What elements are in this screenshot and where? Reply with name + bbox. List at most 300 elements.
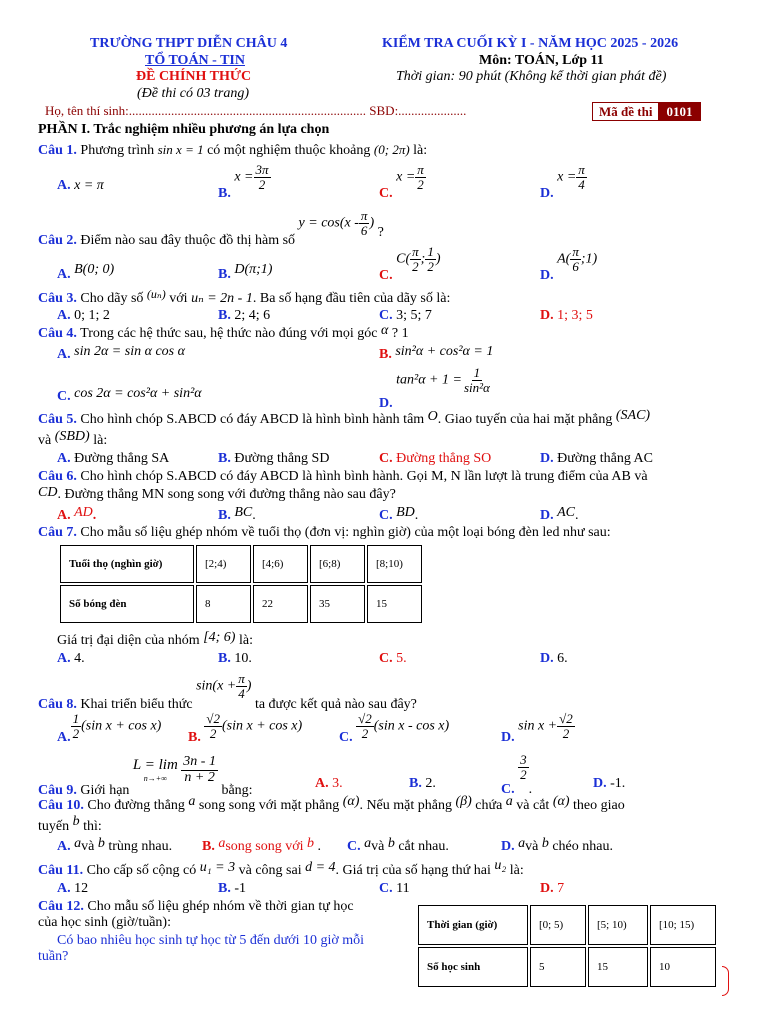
- option-label: D.: [540, 881, 554, 896]
- expression: sin(x +: [196, 678, 237, 694]
- option-value: ): [435, 251, 441, 267]
- table-header: Số bóng đèn: [60, 585, 194, 623]
- question-number: Câu 8.: [38, 697, 77, 713]
- variable: b: [97, 836, 105, 851]
- q5-option-d: [540, 451, 653, 467]
- q6-option-c: [379, 505, 419, 524]
- q10-option-d: [501, 836, 613, 855]
- question-text: là:: [413, 143, 428, 158]
- option-value: ;: [420, 251, 426, 267]
- question-8: [38, 671, 417, 713]
- denominator: 2: [520, 766, 527, 782]
- expression: ): [246, 678, 252, 694]
- question-text: ?: [377, 225, 384, 241]
- table-header: Số học sinh: [418, 947, 528, 987]
- option-value: 2.: [425, 776, 436, 791]
- q8-option-d: [501, 711, 575, 746]
- numerator: √2: [358, 711, 372, 726]
- question-text: Cho mẫu số liệu ghép nhóm về tuổi thọ (đơn vị: nghìn giờ) của một loại bóng đèn led như sau:: [80, 525, 611, 540]
- denominator: 2: [361, 725, 369, 741]
- table-cell: 10: [650, 947, 716, 987]
- question-text: thì:: [83, 819, 102, 834]
- option-value: (sin x - cos x): [373, 718, 450, 734]
- exam-title: KIỂM TRA CUỐI KỲ I - NĂM HỌC 2025 - 2026: [382, 36, 679, 51]
- option-label: A.: [57, 451, 71, 466]
- option-value: 4.: [74, 651, 85, 666]
- q7-option-d: [540, 651, 568, 667]
- numerator: π: [572, 244, 579, 259]
- variable: a: [218, 836, 226, 851]
- table-cell: 22: [253, 585, 308, 623]
- option-label: A.: [57, 178, 71, 193]
- q10-option-b: [202, 836, 322, 855]
- option-value: song song với: [225, 839, 304, 854]
- option-value: Đường thẳng SD: [234, 451, 330, 466]
- option-label: C.: [379, 186, 393, 202]
- option-label: B.: [409, 776, 422, 791]
- question-2: [38, 208, 384, 249]
- bracket-mark: [722, 966, 729, 996]
- question-number: Câu 6.: [38, 469, 77, 484]
- option-label: A.: [57, 881, 71, 896]
- question-4: [38, 323, 409, 342]
- table-cell: [2;4): [196, 545, 251, 583]
- option-value: AD: [74, 505, 93, 520]
- option-value: B(0; 0): [74, 262, 115, 277]
- question-12-prompt-line-2: tuần?: [38, 949, 69, 964]
- option-label: D.: [501, 839, 515, 854]
- option-label: A.: [57, 308, 71, 323]
- denominator: 2: [417, 176, 424, 192]
- question-text: song song với mặt phẳng: [198, 798, 340, 813]
- option-value: sin x +: [518, 718, 558, 734]
- q9-option-d: [593, 776, 625, 792]
- option-label: D.: [540, 451, 554, 466]
- q4-option-c: [57, 386, 202, 402]
- option-label: A.: [57, 651, 71, 666]
- exam-code-label: Mã đề thi: [599, 104, 653, 119]
- question-7-prompt: [57, 630, 253, 649]
- numerator: 3n - 1: [183, 754, 216, 769]
- angle: α: [381, 323, 389, 338]
- table-cell: [8;10): [367, 545, 422, 583]
- plane: (α): [552, 794, 570, 809]
- denominator: 4: [238, 685, 245, 701]
- question-9: [38, 754, 253, 799]
- option-label: B.: [202, 839, 215, 854]
- option-value: (sin x + cos x): [81, 718, 162, 734]
- function: ): [369, 215, 375, 231]
- option-value: và: [81, 839, 95, 854]
- first-term: u₁ = 3: [199, 860, 236, 875]
- numerator: π: [238, 671, 245, 686]
- equation: sin x = 1: [157, 142, 204, 157]
- study-time-table: [416, 903, 718, 989]
- question-text: Trong các hệ thức sau, hệ thức nào đúng với mọi góc: [80, 326, 378, 341]
- question-number: Câu 1.: [38, 143, 77, 158]
- question-number: Câu 3.: [38, 291, 77, 306]
- q8-option-c: [339, 711, 450, 746]
- option-value: tan²α + 1 =: [396, 372, 462, 388]
- page-count: (Đề thi có 03 trang): [137, 86, 249, 101]
- numerator: π: [412, 244, 419, 259]
- question-text: với: [169, 291, 188, 306]
- question-text: chứa: [475, 798, 503, 813]
- option-value: 5.: [396, 651, 407, 666]
- option-label: B.: [188, 730, 201, 746]
- q5-option-a: [57, 451, 169, 467]
- question-text: có một nghiệm thuộc khoảng: [207, 143, 371, 158]
- question-12-line-2: của học sinh (giờ/tuần):: [38, 915, 171, 930]
- question-1: [38, 142, 427, 159]
- option-value: .: [92, 508, 97, 523]
- numerator: 1: [72, 711, 80, 726]
- table-cell: [6;8): [310, 545, 365, 583]
- option-value: 3; 5; 7: [396, 308, 432, 323]
- option-value: .: [317, 839, 322, 854]
- numerator: 1: [427, 244, 434, 259]
- variable: a: [505, 794, 513, 809]
- option-label: D.: [540, 186, 554, 202]
- option-label: C.: [379, 651, 393, 666]
- q3-option-b: [218, 308, 270, 324]
- question-text: . Giao tuyến của hai mặt phẳng: [437, 412, 613, 427]
- option-value: ;1): [580, 251, 598, 267]
- table-header: Thời gian (giờ): [418, 905, 528, 945]
- variable: b: [387, 836, 395, 851]
- option-label: B.: [218, 186, 231, 202]
- option-value: 0; 1; 2: [74, 308, 110, 323]
- table-cell: 8: [196, 585, 251, 623]
- question-5: [38, 408, 651, 428]
- question-number: Câu 11.: [38, 863, 84, 878]
- variable: b: [541, 836, 549, 851]
- question-6-line-2: [38, 487, 396, 503]
- question-text: và cắt: [516, 798, 550, 813]
- question-number: Câu 10.: [38, 798, 84, 813]
- q4-option-b: [379, 344, 493, 360]
- option-label: C.: [379, 308, 393, 323]
- q6-option-b: [218, 505, 256, 524]
- question-text: . Ba số hạng đầu tiên của dãy số là:: [252, 291, 451, 306]
- interval: (0; 2π): [373, 142, 410, 157]
- option-label: C.: [339, 730, 353, 746]
- common-difference: d = 4: [305, 860, 336, 875]
- option-label: B.: [218, 508, 231, 523]
- question-number: Câu 9.: [38, 783, 77, 799]
- option-value: Đường thẳng SO: [396, 451, 492, 466]
- denominator: 6: [572, 258, 579, 274]
- q4-option-a: [57, 344, 185, 360]
- variable: b: [72, 814, 80, 829]
- option-value: Đường thẳng SA: [74, 451, 170, 466]
- official-label: ĐỀ CHÍNH THỨC: [136, 69, 252, 84]
- option-value: trùng nhau.: [108, 839, 173, 854]
- question-12-prompt: Có bao nhiêu học sinh tự học từ 5 đến dưới 10 giờ mỗi: [57, 933, 365, 948]
- denominator: 2: [258, 176, 266, 192]
- q5-option-c: [379, 451, 491, 467]
- question-text: là:: [93, 433, 108, 448]
- question-5-line-2: [38, 429, 108, 449]
- option-value: 11: [396, 881, 410, 896]
- table-header: Tuổi thọ (nghìn giờ): [60, 545, 194, 583]
- q1-option-d: [540, 162, 587, 202]
- lifespan-table: [58, 543, 424, 625]
- numerator: π: [578, 162, 585, 177]
- point: O: [427, 409, 438, 424]
- limit: L = lim: [132, 757, 178, 774]
- question-number: Câu 7.: [38, 525, 77, 540]
- option-value: D(π;1): [234, 262, 273, 277]
- question-6: [38, 469, 648, 485]
- denominator: 2: [209, 725, 217, 741]
- variable: a: [364, 836, 372, 851]
- option-value: BC: [234, 505, 253, 520]
- q1-option-a: [57, 178, 104, 194]
- numerator: π: [417, 162, 424, 177]
- question-10: [38, 794, 625, 814]
- question-text: Khai triển biểu thức: [80, 697, 193, 713]
- formula: uₙ = 2n - 1: [191, 291, 253, 306]
- option-label: B.: [218, 308, 231, 323]
- option-label: C.: [379, 451, 393, 466]
- option-label: D.: [540, 508, 554, 523]
- question-text: là:: [238, 633, 253, 648]
- question-text: Phương trình: [80, 143, 155, 158]
- numerator: 3: [520, 752, 527, 767]
- option-value: -1: [234, 881, 247, 896]
- table-cell: 15: [367, 585, 422, 623]
- denominator: 2: [562, 725, 570, 741]
- option-label: A.: [57, 839, 71, 854]
- option-value: x = π: [74, 178, 104, 193]
- q11-option-a: [57, 881, 88, 897]
- q9-option-a: [315, 776, 343, 792]
- q7-option-c: [379, 651, 407, 667]
- table-row: [60, 545, 422, 583]
- variable: b: [307, 836, 315, 851]
- q7-option-a: [57, 651, 85, 667]
- denominator: sin²α: [463, 379, 490, 395]
- question-number: Câu 12.: [38, 899, 84, 914]
- option-value: .: [252, 508, 256, 523]
- question-text: Giới hạn: [80, 783, 130, 799]
- q10-option-a: [57, 836, 173, 855]
- option-label: D.: [540, 651, 554, 666]
- option-label: C.: [347, 839, 361, 854]
- numerator: 3π: [255, 162, 269, 177]
- option-label: B.: [379, 347, 392, 362]
- sequence: (uₙ): [146, 287, 166, 301]
- table-row: [418, 905, 716, 945]
- option-value: sin 2α = sin α cos α: [74, 344, 185, 359]
- option-value: x =: [234, 169, 254, 185]
- option-value: x =: [557, 169, 577, 185]
- q6-option-a: [57, 505, 97, 524]
- option-value: .: [528, 782, 533, 798]
- q1-option-b: [218, 162, 271, 202]
- numerator: √2: [206, 711, 220, 726]
- question-text: Cho hình chóp S.ABCD có đáy ABCD là hình bình hành. Gọi M, N lần lượt là trung điểm của AB và: [80, 469, 648, 484]
- variable: a: [188, 794, 196, 809]
- q5-option-b: [218, 451, 329, 467]
- option-value: cos 2α = cos²α + sin²α: [74, 386, 202, 401]
- table-cell: [10; 15): [650, 905, 716, 945]
- question-text: ta được kết quả nào sau đây?: [254, 697, 417, 713]
- q11-option-d: [540, 881, 564, 897]
- question-text: Giá trị đại diện của nhóm: [57, 633, 200, 648]
- option-label: A.: [57, 347, 71, 362]
- question-text: Cho đường thẳng: [87, 798, 185, 813]
- q9-option-c: [501, 752, 533, 798]
- option-label: D.: [540, 308, 554, 323]
- table-row: [418, 947, 716, 987]
- q9-option-b: [409, 776, 436, 792]
- plane: (α): [342, 794, 360, 809]
- question-text: là:: [509, 863, 524, 878]
- question-number: Câu 5.: [38, 412, 77, 427]
- option-label: B.: [218, 267, 231, 282]
- question-11: [38, 858, 524, 879]
- question-12: [38, 899, 354, 915]
- question-number: Câu 2.: [38, 233, 77, 249]
- question-text: . Nếu mặt phẳng: [359, 798, 452, 813]
- q2-option-d: [540, 244, 598, 284]
- table-cell: 5: [530, 947, 586, 987]
- question-text: . Giá trị của số hạng thứ hai: [335, 863, 491, 878]
- option-value: Đường thẳng AC: [557, 451, 654, 466]
- q8-option-a: [57, 711, 162, 746]
- option-value: .: [575, 508, 579, 523]
- function: y = cos(x -: [298, 215, 359, 231]
- option-value: -1.: [610, 776, 626, 791]
- variable: a: [518, 836, 526, 851]
- question-text: tuyến: [38, 819, 70, 834]
- option-label: B.: [218, 881, 231, 896]
- option-label: C.: [379, 508, 393, 523]
- time-label: Thời gian: 90 phút (Không kể thời gian phát đề): [396, 69, 667, 84]
- plane: (SAC): [615, 408, 651, 423]
- q3-option-c: [379, 308, 432, 324]
- option-value: 7: [557, 881, 565, 896]
- numerator: π: [360, 208, 368, 223]
- option-label: A.: [57, 730, 71, 746]
- denominator: 4: [578, 176, 585, 192]
- denominator: 2: [412, 258, 419, 274]
- option-label: C.: [501, 782, 515, 798]
- table-cell: [4;6): [253, 545, 308, 583]
- q3-option-d: [540, 308, 593, 324]
- option-value: chéo nhau.: [552, 839, 613, 854]
- question-text: Cho mẫu số liệu ghép nhóm về thời gian tự học: [87, 899, 354, 914]
- question-text: và: [38, 433, 52, 448]
- option-value: C(: [396, 251, 411, 267]
- question-text: ? 1: [391, 326, 409, 341]
- exam-code-value: 0101: [658, 103, 700, 120]
- denominator: 2: [427, 258, 434, 274]
- option-value: cắt nhau.: [398, 839, 449, 854]
- option-label: A.: [57, 267, 71, 282]
- option-value: sin²α + cos²α = 1: [395, 344, 494, 359]
- second-term: u₂: [494, 858, 507, 873]
- q7-option-b: [218, 651, 252, 667]
- question-number: Câu 4.: [38, 326, 77, 341]
- part-1-title: PHẦN I. Trắc nghiệm nhiều phương án lựa chọn: [38, 122, 330, 137]
- q1-option-c: [379, 162, 426, 202]
- question-text: Điểm nào sau đây thuộc đồ thị hàm số: [80, 233, 296, 249]
- denominator: 6: [360, 222, 368, 238]
- question-3: [38, 287, 451, 307]
- option-value: AC: [557, 505, 576, 520]
- question-text: và công sai: [238, 863, 302, 878]
- line: CD: [38, 485, 58, 500]
- subject-label: Môn: TOÁN, Lớp 11: [479, 53, 604, 68]
- option-value: 6.: [557, 651, 568, 666]
- option-value: x =: [396, 169, 416, 185]
- option-value: .: [414, 508, 419, 523]
- option-value: 2; 4; 6: [234, 308, 271, 323]
- option-value: 1; 3; 5: [557, 308, 593, 323]
- numerator: √2: [559, 711, 573, 726]
- denominator: n + 2: [184, 769, 215, 785]
- denominator: 2: [72, 725, 80, 741]
- question-text: Cho dãy số: [80, 291, 144, 306]
- option-label: C.: [379, 881, 393, 896]
- option-value: 3.: [332, 776, 343, 791]
- table-cell: 15: [588, 947, 648, 987]
- q3-option-a: [57, 308, 110, 324]
- option-value: BD: [396, 505, 415, 520]
- q6-option-d: [540, 505, 579, 524]
- variable: a: [74, 836, 82, 851]
- question-text: . Đường thẳng MN song song với đường thẳng nào sau đây?: [57, 487, 396, 502]
- option-label: C.: [57, 389, 71, 404]
- option-label: A.: [315, 776, 329, 791]
- question-7: [38, 525, 611, 541]
- option-label: D.: [540, 268, 554, 284]
- table-row: [60, 585, 422, 623]
- option-value: và: [371, 839, 385, 854]
- question-text: theo giao: [573, 798, 625, 813]
- q8-option-b: [188, 711, 303, 746]
- table-cell: [0; 5): [530, 905, 586, 945]
- q2-option-c: [379, 244, 441, 284]
- option-label: D.: [379, 396, 393, 412]
- q2-option-a: [57, 262, 115, 282]
- option-label: B.: [218, 451, 231, 466]
- exam-code-box: [592, 102, 701, 121]
- option-value: và: [525, 839, 539, 854]
- school-name: TRƯỜNG THPT DIỄN CHÂU 4: [90, 36, 288, 51]
- option-label: A.: [57, 508, 71, 523]
- option-label: B.: [218, 651, 231, 666]
- group: [4; 6): [203, 630, 236, 645]
- option-value: (sin x + cos x): [221, 718, 303, 734]
- plane: (β): [455, 794, 472, 809]
- question-text: Cho hình chóp S.ABCD có đáy ABCD là hình bình hành tâm: [80, 412, 425, 427]
- q10-option-c: [347, 836, 449, 855]
- q2-option-b: [218, 262, 273, 282]
- question-text: bằng:: [221, 783, 253, 799]
- q11-option-b: [218, 881, 246, 897]
- option-label: C.: [379, 268, 393, 284]
- q11-option-c: [379, 881, 410, 897]
- limit-subscript: n→+∞: [143, 774, 167, 784]
- option-label: D.: [501, 730, 515, 746]
- option-value: A(: [557, 251, 571, 267]
- plane: (SBD): [54, 429, 90, 444]
- table-cell: 35: [310, 585, 365, 623]
